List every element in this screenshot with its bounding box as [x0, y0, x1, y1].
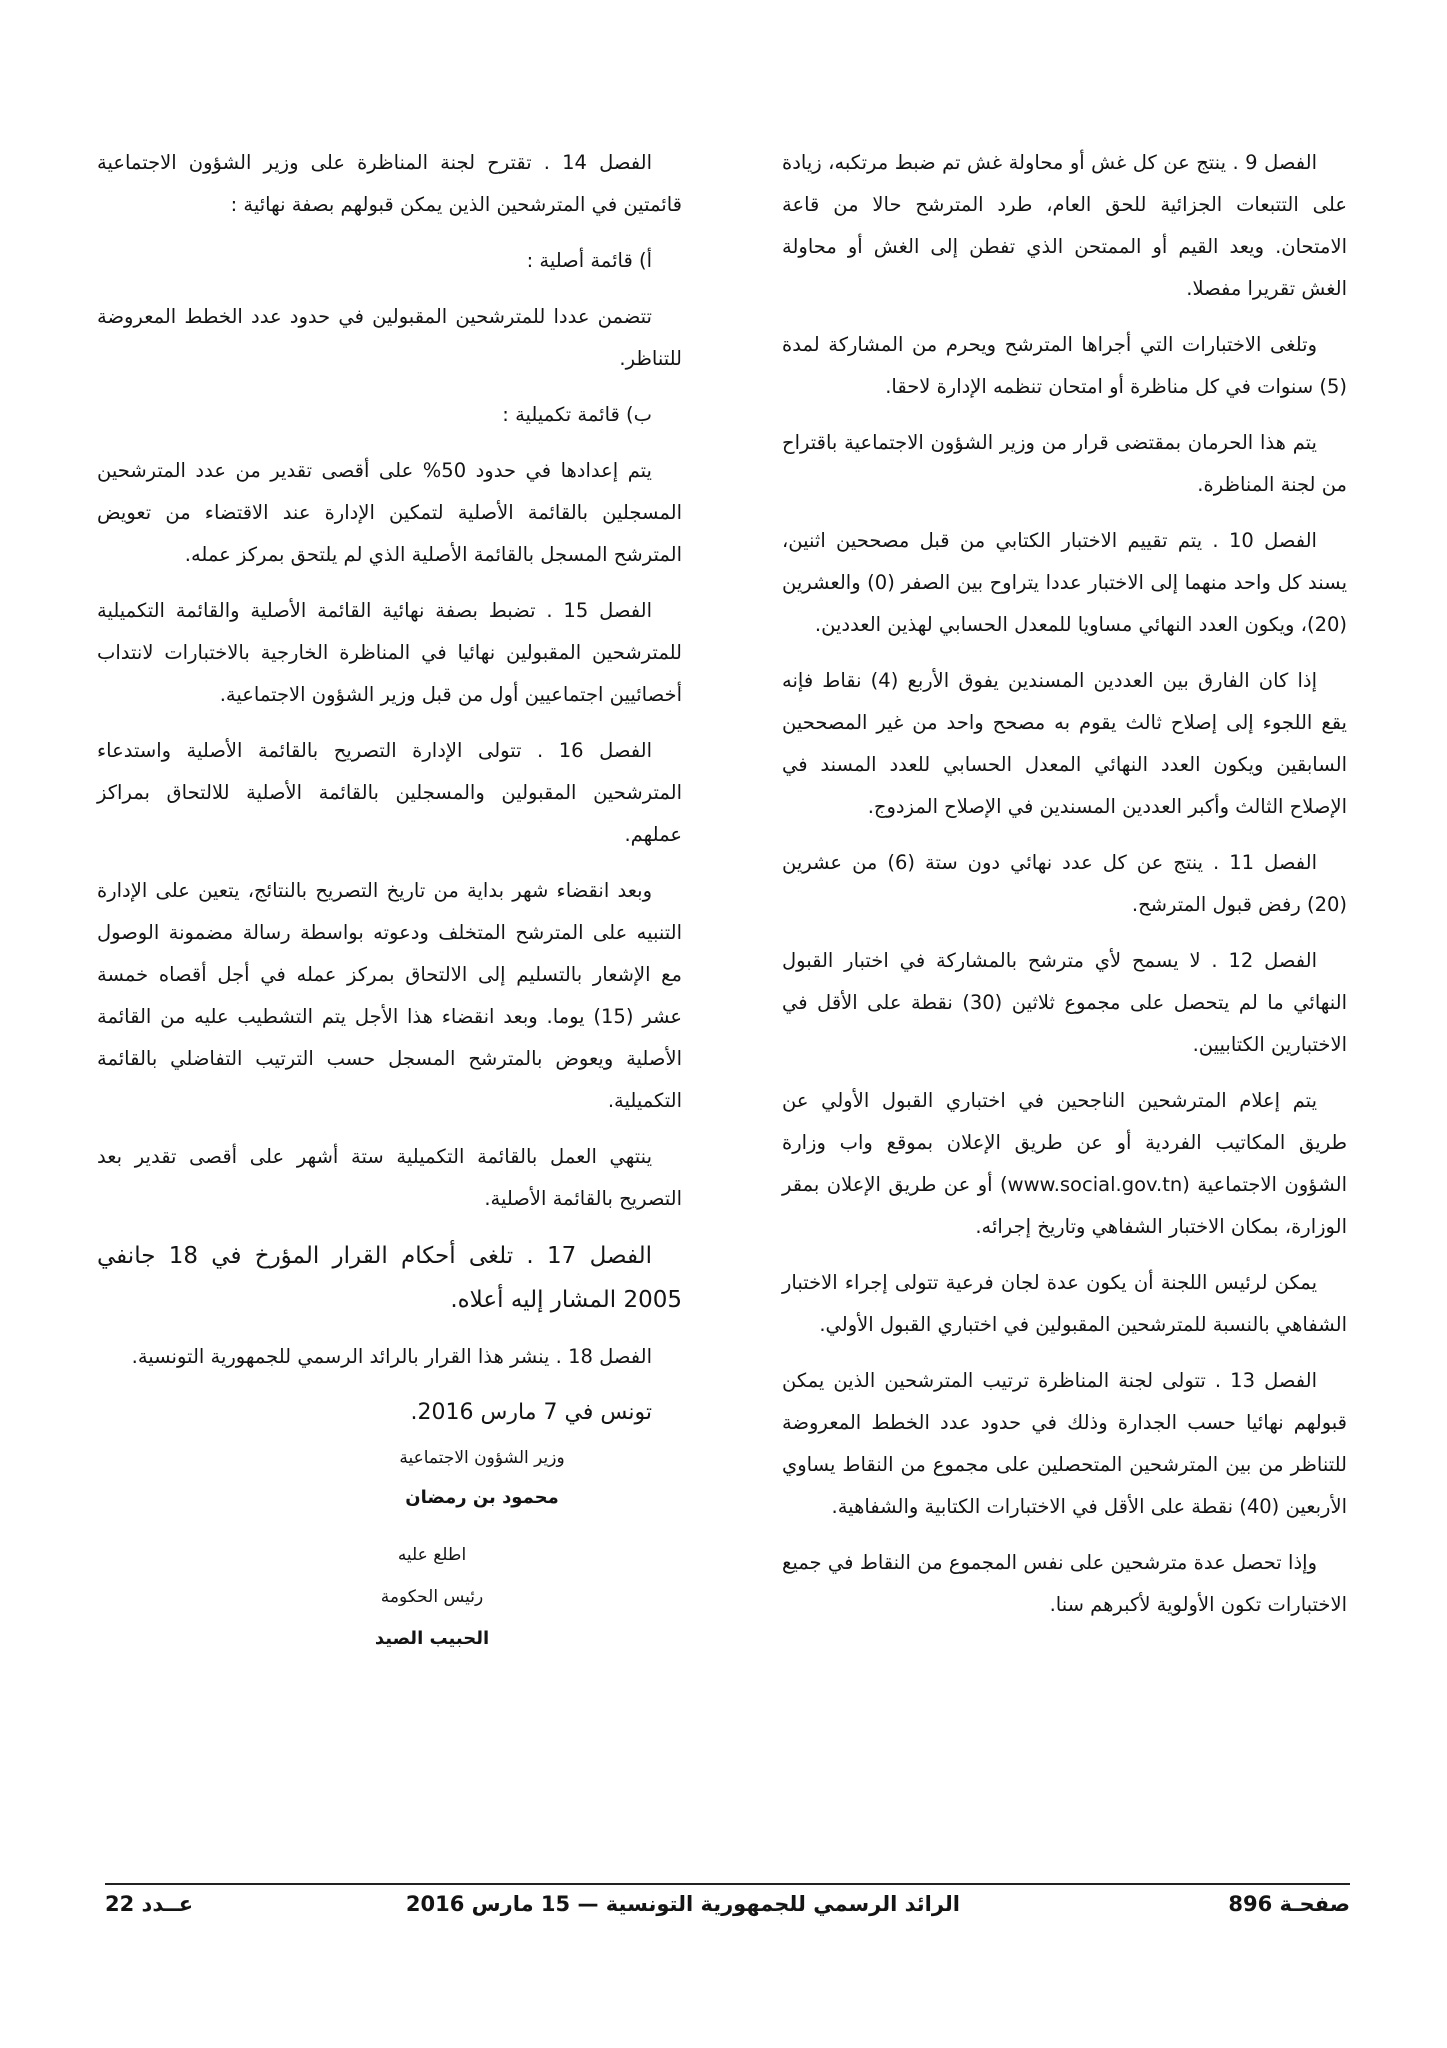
- article-16: الفصل 16 . تتولى الإدارة التصريح بالقائمة الأصلية واستدعاء المترشحين المقبولين والمسجلين بالقائمة الأصلية للالتحاق بمراكز عملهم.: [97, 739, 682, 846]
- minister-name: محمود بن رمضان: [405, 1487, 559, 1508]
- article-16-deadline: وبعد انقضاء شهر بداية من تاريخ التصريح بالنتائج، يتعين على الإدارة التنبيه على المترشح المتخلف ودعوته بواسطة رسالة مضمونة الوصول مع الإشعار بالتسليم إلى الالتحاق بمركز عمله في أجل أقصاه خمسة عشر (15) يوما. وبعد انقضاء هذا الأجل يتم التشطيب عليه من القائمة الأصلية ويعوض بالمترشح المسجل حسب الترتيب التفاضلي بالقائمة التكميلية.: [97, 879, 682, 1112]
- minister-title: وزير الشؤون الاجتماعية: [399, 1448, 565, 1468]
- pm-name: الحبيب الصيد: [374, 1628, 490, 1649]
- list-a-heading: أ) قائمة أصلية :: [526, 249, 652, 272]
- page-footer: [105, 1892, 1350, 1932]
- article-11: الفصل 11 . ينتج عن كل عدد نهائي دون ستة (6) من عشرين (20) رفض قبول المترشح.: [782, 851, 1347, 916]
- article-12-notification: يتم إعلام المترشحين الناجحين في اختباري القبول الأولي عن طريق المكاتيب الفردية أو عن طريق الإعلان بموقع واب وزارة الشؤون الاجتماعية (www.social.gov.tn) أو عن طريق الإعلان بمقر الوزارة، بمكان الاختبار الشفاهي وتاريخ إجرائه.: [782, 1089, 1347, 1238]
- article-9-sanction: وتلغى الاختبارات التي أجراها المترشح ويحرم من المشاركة لمدة (5) سنوات في كل مناظرة أو امتحان تنظمه الإدارة لاحقا.: [782, 333, 1347, 398]
- pm-signature: [332, 1534, 532, 1660]
- article-13-tie-break: وإذا تحصل عدة مترشحين على نفس المجموع من النقاط في جميع الاختبارات تكون الأولوية لأكبرهم سنا.: [782, 1551, 1347, 1616]
- right-column: [782, 142, 1347, 1640]
- article-9-decision: يتم هذا الحرمان بمقتضى قرار من وزير الشؤون الاجتماعية باقتراح من لجنة المناظرة.: [782, 431, 1347, 496]
- article-17: الفصل 17 . تلغى أحكام القرار المؤرخ في 18 جانفي 2005 المشار إليه أعلاه.: [97, 1243, 682, 1313]
- seen-label: اطلع عليه: [397, 1545, 467, 1565]
- article-16-expiry: ينتهي العمل بالقائمة التكميلية ستة أشهر على أقصى تقدير بعد التصريح بالقائمة الأصلية.: [97, 1145, 682, 1210]
- list-b-text: يتم إعدادها في حدود 50% على أقصى تقدير من عدد المترشحين المسجلين بالقائمة الأصلية لتمكين الإدارة عند الاقتضاء من تعويض المترشح المسجل بالقائمة الأصلية الذي لم يلتحق بمركز عمله.: [97, 459, 682, 566]
- journal-title: الرائد الرسمي للجمهورية التونسية — 15 مارس 2016: [405, 1892, 960, 1916]
- article-14: الفصل 14 . تقترح لجنة المناظرة على وزير الشؤون الاجتماعية قائمتين في المترشحين الذين يمكن قبولهم بصفة نهائية :: [97, 151, 682, 216]
- list-b-heading: ب) قائمة تكميلية :: [502, 403, 652, 426]
- article-18: الفصل 18 . ينشر هذا القرار بالرائد الرسمي للجمهورية التونسية.: [131, 1345, 652, 1368]
- page-number: صفحـة 896: [1228, 1892, 1350, 1916]
- footer-rule: [105, 1883, 1350, 1885]
- left-column: [97, 142, 682, 1660]
- article-13: الفصل 13 . تتولى لجنة المناظرة ترتيب المترشحين الذين يمكن قبولهم نهائيا حسب الجدارة وذلك في حدود عدد الخطط المعروضة للتناظر من بين المترشحين المتحصلين على مجموع من النقاط يساوي الأربعين (40) نقطة على الأقل في الاختبارات الكتابية والشفاهية.: [782, 1369, 1347, 1518]
- article-9: الفصل 9 . ينتج عن كل غش أو محاولة غش تم ضبط مرتكبه، زيادة على التتبعات الجزائية للحق العام، طرد المترشح حالا من قاعة الامتحان. ويعد القيم أو الممتحن الذي تفطن إلى الغش أو محاولة الغش تقريرا مفصلا.: [782, 151, 1347, 300]
- minister-signature: [322, 1438, 642, 1518]
- issue-number: عــدد 22: [105, 1892, 194, 1916]
- article-10-third-correction: إذا كان الفارق بين العددين المسندين يفوق الأربع (4) نقاط فإنه يقع اللجوء إلى إصلاح ثالث يقوم به مصحح واحد من غير المصححين السابقين ويكون العدد النهائي المعدل الحسابي للعدد المسند في الإصلاح الثالث وأكبر العددين المسندين في الإصلاح المزدوج.: [782, 669, 1347, 818]
- pm-title: رئيس الحكومة: [380, 1587, 484, 1607]
- article-10: الفصل 10 . يتم تقييم الاختبار الكتابي من قبل مصححين اثنين، يسند كل واحد منهما إلى الاختبار عددا يتراوح بين الصفر (0) والعشرين (20)، ويكون العدد النهائي مساويا للمعدل الحسابي لهذين العددين.: [782, 529, 1348, 636]
- list-a-text: تتضمن عددا للمترشحين المقبولين في حدود عدد الخطط المعروضة للتناظر.: [97, 305, 682, 370]
- article-15: الفصل 15 . تضبط بصفة نهائية القائمة الأصلية والقائمة التكميلية للمترشحين المقبولين نهائيا في المناظرة الخارجية بالاختبارات لانتداب أخصائيين اجتماعيين أول من قبل وزير الشؤون الاجتماعية.: [97, 599, 682, 706]
- article-12-subcommittees: يمكن لرئيس اللجنة أن يكون عدة لجان فرعية تتولى إجراء الاختبار الشفاهي بالنسبة للمترشحين المقبولين في اختباري القبول الأولي.: [782, 1271, 1347, 1336]
- dateline: تونس في 7 مارس 2016.: [410, 1400, 652, 1425]
- article-12: الفصل 12 . لا يسمح لأي مترشح بالمشاركة في اختبار القبول النهائي ما لم يتحصل على مجموع ثلاثين (30) نقطة على الأقل في الاختبارين الكتابيين.: [782, 949, 1347, 1056]
